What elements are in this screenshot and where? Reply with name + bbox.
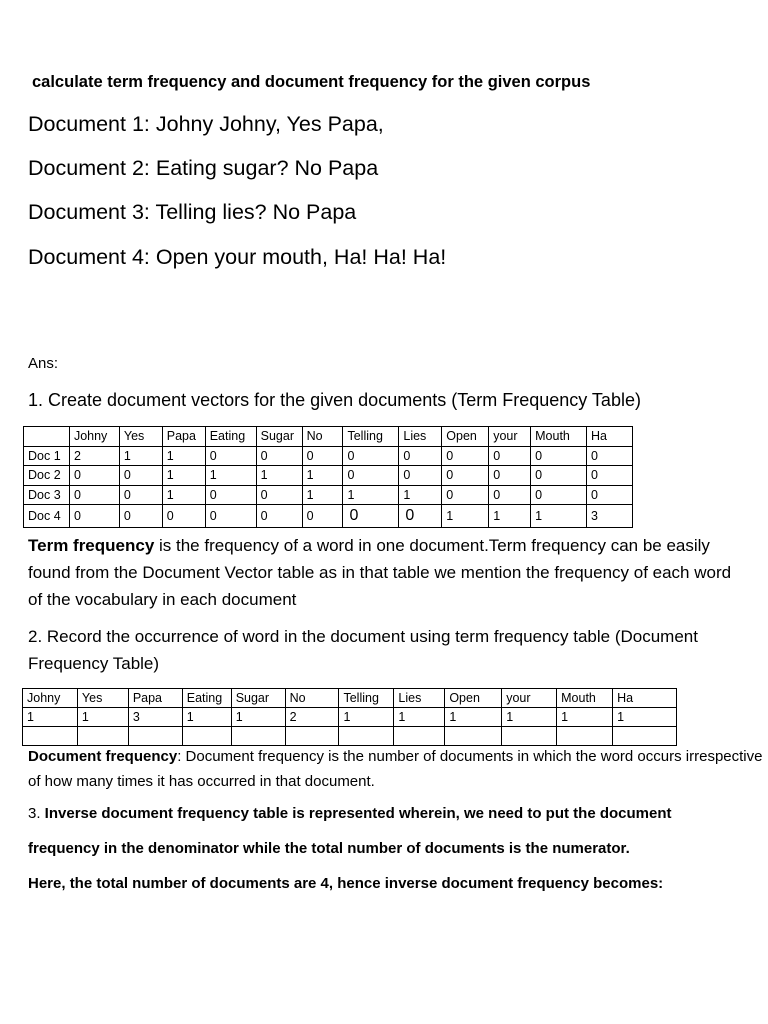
- tf-cell: 1: [162, 446, 205, 466]
- term-frequency-paragraph: [28, 532, 748, 613]
- tf-cell: 3: [587, 505, 633, 528]
- df-cell: 1: [23, 708, 78, 727]
- df-empty-cell: [502, 727, 557, 746]
- tf-header-cell: Open: [442, 427, 489, 447]
- tf-cell: 0: [256, 446, 302, 466]
- tf-cell: 0: [489, 485, 531, 505]
- df-header-cell: Eating: [182, 689, 231, 708]
- df-cell: 1: [182, 708, 231, 727]
- df-cell: 2: [285, 708, 339, 727]
- tf-cell: 1: [119, 446, 162, 466]
- tf-cell: 0: [531, 446, 587, 466]
- df-cell: 3: [128, 708, 182, 727]
- tf-cell: 0: [119, 505, 162, 528]
- term-frequency-bold: Term frequency: [28, 536, 155, 555]
- tf-cell: 1: [256, 466, 302, 486]
- tf-cell: 1: [531, 505, 587, 528]
- tf-row-doc-2: [24, 466, 633, 486]
- tf-cell: 0: [587, 466, 633, 486]
- df-header-cell: Open: [445, 689, 502, 708]
- tf-header-cell: Mouth: [531, 427, 587, 447]
- document-frequency-bold: Document frequency: [28, 748, 178, 765]
- tf-cell: 0: [531, 485, 587, 505]
- tf-cell: 1: [343, 485, 399, 505]
- term-frequency-text: is the frequency of a word in one document.Term frequency can be easily found from the Document Vector table as in that table we mention the frequency of each word of the vocabulary in each document: [28, 536, 732, 609]
- step-2-title: 2. Record the occurrence of word in the document using term frequency table (Document Frequency Table): [28, 627, 698, 673]
- tf-cell: 0: [343, 505, 399, 528]
- df-cell: 1: [394, 708, 445, 727]
- tf-cell: 0: [399, 446, 442, 466]
- tf-cell: 1: [205, 466, 256, 486]
- tf-row-doc-4: [24, 505, 633, 528]
- tf-cell: 0: [302, 505, 343, 528]
- tf-header-cell: Papa: [162, 427, 205, 447]
- tf-row-doc-1: [24, 446, 633, 466]
- df-cell: 1: [339, 708, 394, 727]
- tf-header-cell: Yes: [119, 427, 162, 447]
- tf-cell: 0: [587, 485, 633, 505]
- tf-cell: 0: [205, 505, 256, 528]
- tf-cell: 0: [399, 505, 442, 528]
- document-2-line: Document 2: Eating sugar? No Papa: [28, 156, 379, 180]
- tf-row-doc-3: [24, 485, 633, 505]
- tf-cell: 0: [489, 466, 531, 486]
- tf-cell: 0: [119, 485, 162, 505]
- tf-cell: 0: [119, 466, 162, 486]
- df-values-row: [23, 708, 677, 727]
- document-frequency-paragraph: [28, 744, 768, 794]
- df-cell: 1: [557, 708, 613, 727]
- idf-line-1-text: Inverse document frequency table is represented wherein, we need to put the document: [40, 805, 672, 822]
- page-heading: calculate term frequency and document frequency for the given corpus: [32, 73, 591, 91]
- df-header-cell: Johny: [23, 689, 78, 708]
- tf-header-cell: No: [302, 427, 343, 447]
- tf-cell: 0: [531, 466, 587, 486]
- tf-cell: 0: [343, 446, 399, 466]
- idf-line-1-number: 3.: [28, 805, 41, 822]
- df-empty-cell: [394, 727, 445, 746]
- df-header-cell: Sugar: [231, 689, 285, 708]
- df-header-cell: Telling: [339, 689, 394, 708]
- df-empty-cell: [77, 727, 128, 746]
- tf-cell: 0: [442, 485, 489, 505]
- tf-header-cell: Ha: [587, 427, 633, 447]
- tf-cell: 2: [69, 446, 119, 466]
- tf-header-cell: your: [489, 427, 531, 447]
- df-empty-cell: [23, 727, 78, 746]
- df-cell: 1: [613, 708, 677, 727]
- tf-cell: 0: [205, 485, 256, 505]
- tf-cell: 0: [205, 446, 256, 466]
- tf-cell: 1: [489, 505, 531, 528]
- tf-cell: 1: [302, 485, 343, 505]
- df-empty-cell: [445, 727, 502, 746]
- answer-label: Ans:: [28, 355, 59, 372]
- tf-cell: 0: [302, 446, 343, 466]
- tf-cell: 0: [442, 466, 489, 486]
- df-empty-cell: [231, 727, 285, 746]
- df-header-row: [23, 689, 677, 708]
- tf-row-label: Doc 2: [24, 466, 70, 486]
- tf-row-label: Doc 1: [24, 446, 70, 466]
- df-header-cell: Papa: [128, 689, 182, 708]
- df-empty-cell: [128, 727, 182, 746]
- tf-cell: 1: [442, 505, 489, 528]
- tf-cell: 0: [69, 466, 119, 486]
- df-empty-row: [23, 727, 677, 746]
- df-cell: 1: [445, 708, 502, 727]
- tf-cell: 0: [587, 446, 633, 466]
- df-header-cell: Ha: [613, 689, 677, 708]
- idf-line-3: Here, the total number of documents are 4, hence inverse document frequency becomes:: [28, 875, 664, 892]
- tf-cell: 0: [69, 505, 119, 528]
- tf-header-cell: Lies: [399, 427, 442, 447]
- df-header-cell: your: [502, 689, 557, 708]
- df-header-cell: Mouth: [557, 689, 613, 708]
- document-frequency-table: [22, 688, 677, 746]
- df-cell: 1: [231, 708, 285, 727]
- document-4-line: Document 4: Open your mouth, Ha! Ha! Ha!: [28, 245, 447, 269]
- tf-cell: 1: [302, 466, 343, 486]
- tf-cell: 1: [162, 485, 205, 505]
- term-frequency-table: [23, 426, 633, 528]
- tf-row-label: Doc 4: [24, 505, 70, 528]
- idf-line-2: frequency in the denominator while the total number of documents is the numerator.: [28, 840, 630, 857]
- tf-header-cell: Eating: [205, 427, 256, 447]
- tf-cell: 0: [343, 466, 399, 486]
- tf-cell: 0: [442, 446, 489, 466]
- df-header-cell: No: [285, 689, 339, 708]
- tf-cell: 0: [489, 446, 531, 466]
- df-empty-cell: [557, 727, 613, 746]
- df-empty-cell: [182, 727, 231, 746]
- tf-cell: 0: [399, 466, 442, 486]
- df-header-cell: Lies: [394, 689, 445, 708]
- document-1-line: Document 1: Johny Johny, Yes Papa,: [28, 112, 384, 136]
- df-empty-cell: [339, 727, 394, 746]
- tf-header-cell: Sugar: [256, 427, 302, 447]
- df-header-cell: Yes: [77, 689, 128, 708]
- df-empty-cell: [613, 727, 677, 746]
- idf-line-1: [28, 805, 672, 822]
- tf-cell: 0: [162, 505, 205, 528]
- tf-cell: 0: [256, 485, 302, 505]
- tf-row-label: Doc 3: [24, 485, 70, 505]
- tf-header-cell: [24, 427, 70, 447]
- tf-cell: 0: [69, 485, 119, 505]
- tf-header-row: [24, 427, 633, 447]
- tf-header-cell: Telling: [343, 427, 399, 447]
- document-frequency-text: : Document frequency is the number of documents in which the word occurs irrespective of how many times it has occurred in that document.: [28, 748, 763, 790]
- document-3-line: Document 3: Telling lies? No Papa: [28, 200, 357, 224]
- df-empty-cell: [285, 727, 339, 746]
- tf-header-cell: Johny: [69, 427, 119, 447]
- df-cell: 1: [502, 708, 557, 727]
- tf-cell: 0: [256, 505, 302, 528]
- df-cell: 1: [77, 708, 128, 727]
- tf-cell: 1: [399, 485, 442, 505]
- tf-cell: 1: [162, 466, 205, 486]
- step-1-title: 1. Create document vectors for the given documents (Term Frequency Table): [28, 390, 641, 410]
